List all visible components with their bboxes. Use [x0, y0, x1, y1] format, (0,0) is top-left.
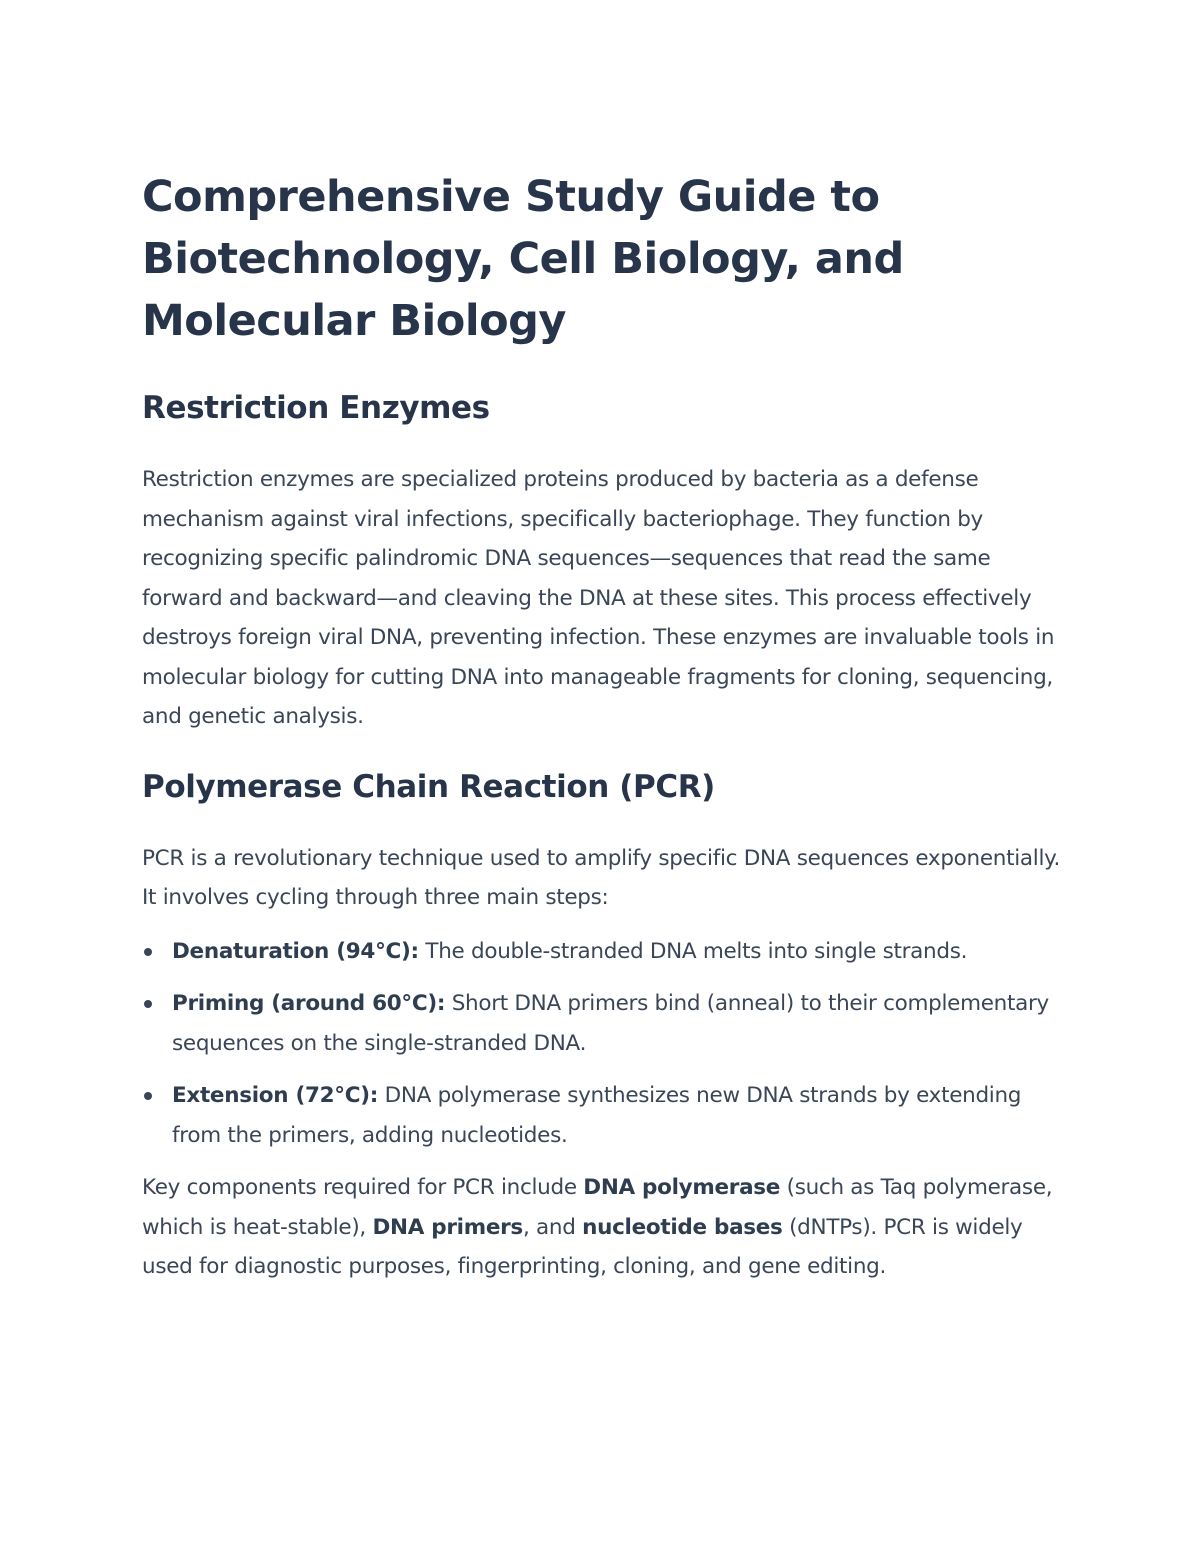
document-page	[142, 166, 1062, 1287]
bullet-icon	[144, 948, 152, 956]
bullet-icon	[144, 1092, 152, 1100]
pcr-steps-list	[142, 932, 1062, 1156]
pcr-closing-paragraph	[142, 1168, 1062, 1287]
closing-bold-term: nucleotide bases	[582, 1214, 783, 1240]
section-heading-restriction-enzymes: Restriction Enzymes	[142, 390, 490, 426]
closing-text: (such as Taq polymerase, which is heat-stable),	[142, 1175, 1053, 1240]
step-label: Denaturation (94°C):	[172, 938, 419, 964]
pcr-intro-paragraph: PCR is a revolutionary technique used to amplify specific DNA sequences exponentially. It involves cycling through three main steps:	[142, 845, 1061, 910]
closing-bold-term: DNA polymerase	[583, 1175, 781, 1200]
step-text: The double-stranded DNA melts into single strands.	[418, 938, 968, 964]
step-label: Extension (72°C):	[172, 1083, 379, 1108]
page-title: Comprehensive Study Guide to Biotechnology, Cell Biology, and Molecular Biology	[142, 172, 904, 346]
bullet-icon	[144, 1000, 152, 1008]
section-heading-pcr: Polymerase Chain Reaction (PCR)	[142, 768, 715, 805]
closing-text: (dNTPs). PCR is widely used for diagnostic purposes, fingerprinting, cloning, and gene editing.	[142, 1214, 1023, 1279]
step-text: DNA polymerase synthesizes new DNA strands by extending from the primers, adding nucleotides.	[172, 1083, 1022, 1148]
step-label: Priming (around 60°C):	[172, 991, 446, 1016]
list-item	[142, 984, 1062, 1063]
step-text: Short DNA primers bind (anneal) to their complementary sequences on the single-stranded DNA.	[172, 991, 1049, 1056]
list-item	[142, 1076, 1062, 1155]
restriction-enzymes-paragraph: Restriction enzymes are specialized proteins produced by bacteria as a defense mechanism against viral infections, specifically bacteriophage. They function by recognizing specific palindromic DNA sequences—sequences that read the same forward and backward—and cleaving the DNA at these sites. This process effectively destroys foreign viral DNA, preventing infection. These enzymes are invaluable tools in molecular biology for cutting DNA into manageable fragments for cloning, sequencing, and genetic analysis.	[142, 467, 1055, 729]
closing-text: Key components required for PCR include	[142, 1175, 584, 1200]
list-item	[142, 932, 1062, 972]
closing-text: , and	[522, 1214, 583, 1240]
closing-bold-term: DNA primers	[372, 1214, 523, 1240]
